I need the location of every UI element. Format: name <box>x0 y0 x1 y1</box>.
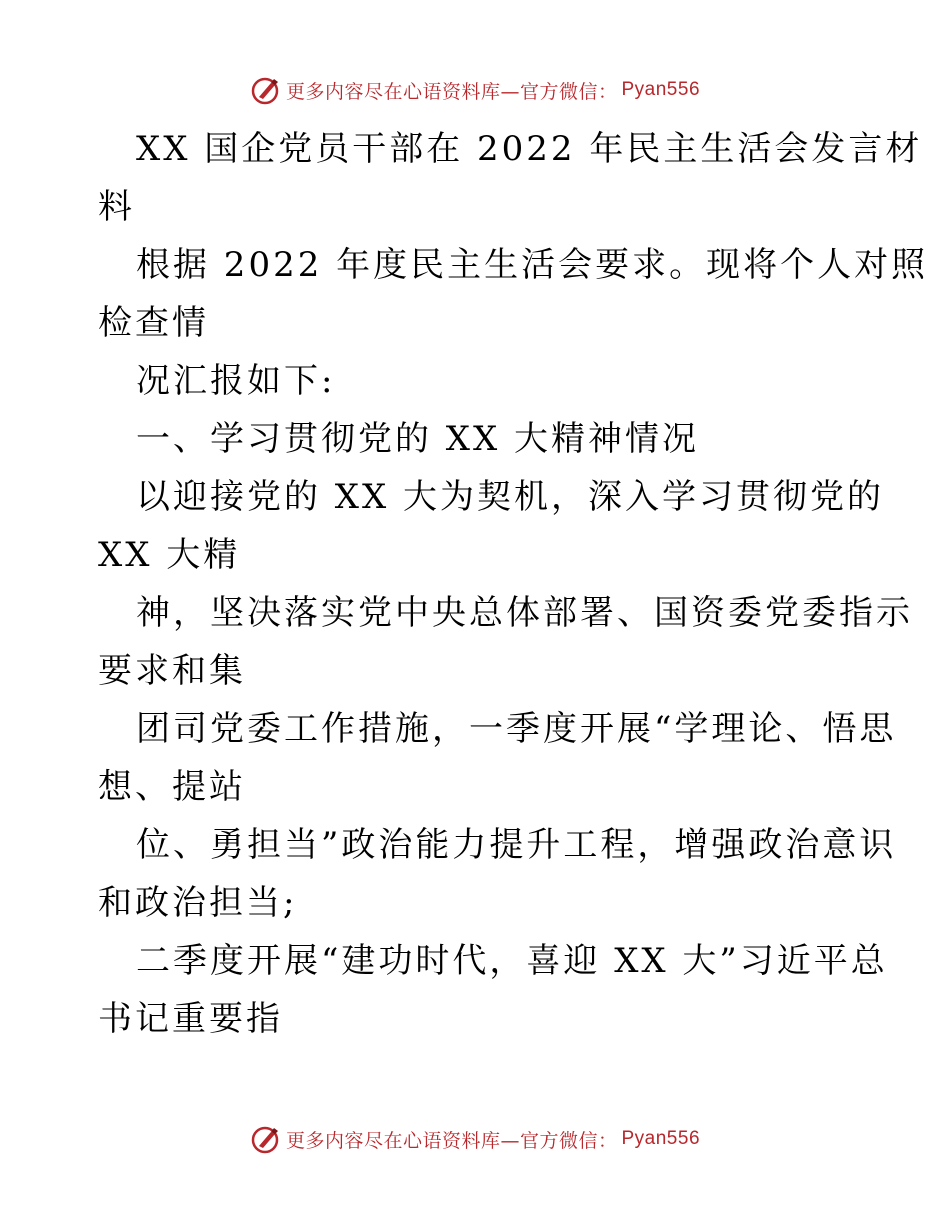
footer-watermark <box>0 1123 950 1155</box>
text-line: 想、提站 <box>98 767 246 807</box>
text-line: 和政治担当; <box>98 883 298 923</box>
text-line: 神，坚决落实党中央总体部署、国资委党委指示 <box>136 593 913 633</box>
text-line: 书记重要指 <box>98 999 283 1039</box>
text-line: 二季度开展“建功时代，喜迎 XX 大”习近平总 <box>136 941 888 981</box>
text-line: 团司党委工作措施，一季度开展“学理论、悟思 <box>136 709 897 749</box>
text-line: 检查情 <box>98 303 209 343</box>
text-line: 要求和集 <box>98 651 246 691</box>
text-line: 位、勇担当”政治能力提升工程，增强政治意识 <box>136 825 897 865</box>
text-line: 根据 2022 年度民主生活会要求。现将个人对照 <box>136 245 929 285</box>
text-line: XX 国企党员干部在 2022 年民主生活会发言材 <box>136 129 923 169</box>
text-line: 一、学习贯彻党的 XX 大精神情况 <box>136 419 700 459</box>
text-line: 况汇报如下: <box>136 361 336 401</box>
document-body <box>98 120 929 1048</box>
header-watermark <box>0 74 950 106</box>
text-line: XX 大精 <box>98 535 241 575</box>
watermark-text: 更多内容尽在心语资料库—官方微信： <box>285 80 618 103</box>
watermark-wechat-id: Pyan556 <box>621 1128 701 1149</box>
pen-logo-icon <box>250 74 282 106</box>
watermark-text: 更多内容尽在心语资料库—官方微信： <box>285 1129 618 1152</box>
text-line: 料 <box>98 187 135 227</box>
pen-logo-icon <box>250 1123 282 1155</box>
watermark-wechat-id: Pyan556 <box>621 79 701 100</box>
text-line: 以迎接党的 XX 大为契机，深入学习贯彻党的 <box>136 477 885 517</box>
